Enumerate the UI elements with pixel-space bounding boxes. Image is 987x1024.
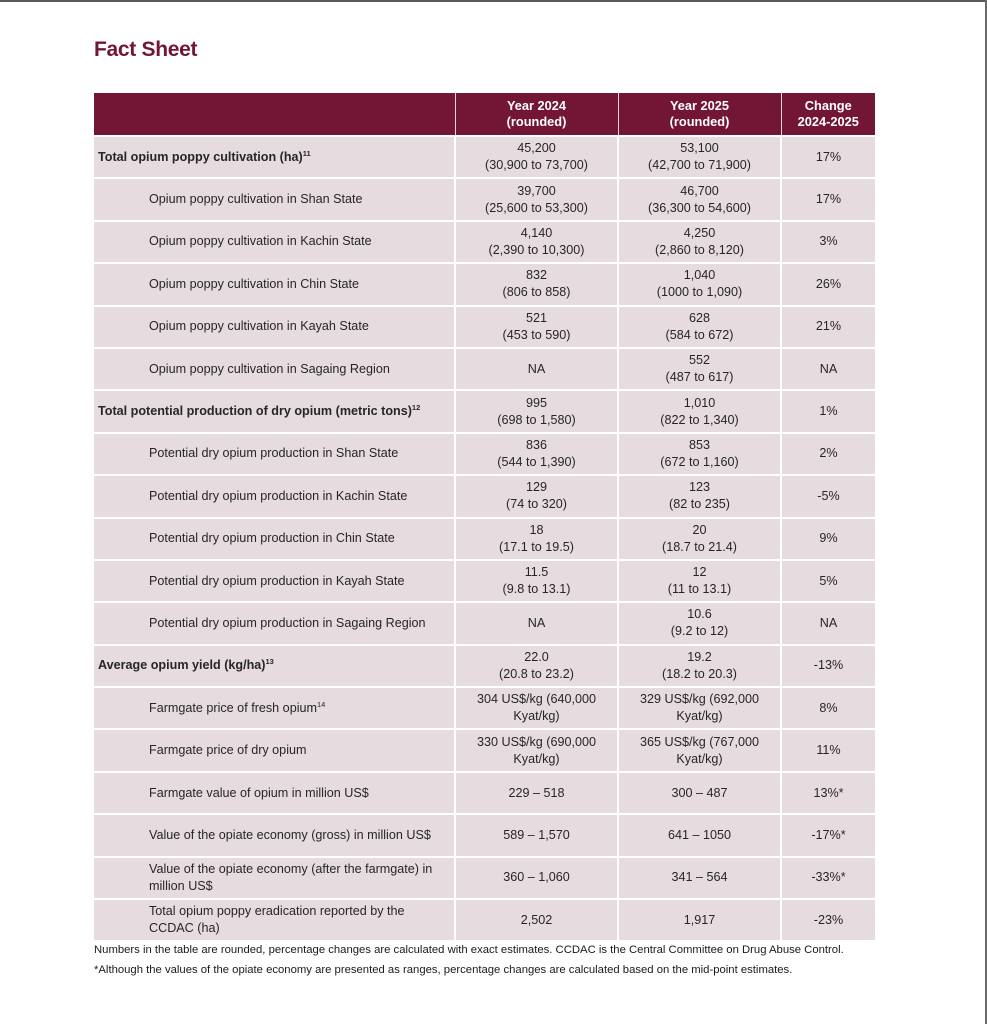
value-2024 (455, 857, 618, 899)
table-row (94, 263, 875, 305)
value-2024 (455, 348, 618, 390)
table-row (94, 560, 875, 602)
change-value: -33%* (781, 857, 875, 899)
value-2025-estimate: 365 US$/kg (767,000 (639, 734, 760, 749)
table-row (94, 772, 875, 814)
row-label-text: Farmgate price of dry opium (149, 743, 307, 758)
value-2025-estimate: 10.6 (687, 607, 712, 622)
row-label (94, 178, 455, 220)
note-midpoint: *Although the values of the opiate economy are presented as ranges, percentage changes are calculated based on the mid-point estimates. (94, 963, 793, 976)
value-2024-range: (806 to 858) (502, 285, 571, 300)
value-2024-range: Kyat/kg) (513, 709, 560, 724)
row-label-text: Potential dry opium production in Shan State (149, 446, 399, 461)
row-label (94, 390, 455, 432)
value-2025-estimate: 1,917 (683, 912, 716, 927)
row-label (94, 518, 455, 560)
table-row (94, 645, 875, 687)
row-label (94, 899, 455, 941)
row-label (94, 814, 455, 856)
row-label-text: Average opium yield (kg/ha) (98, 658, 266, 673)
row-label (94, 602, 455, 644)
row-label (94, 348, 455, 390)
change-value: 17% (781, 136, 875, 178)
value-2024 (455, 687, 618, 729)
value-2025-estimate: 123 (688, 480, 710, 495)
value-2025 (618, 178, 781, 220)
value-2024-estimate: 22.0 (524, 649, 549, 664)
value-2024-estimate: 521 (525, 310, 547, 325)
value-2024-range: (453 to 590) (502, 327, 571, 342)
table-row (94, 518, 875, 560)
change-value: -13% (781, 645, 875, 687)
note-rounding: Numbers in the table are rounded, percentage changes are calculated with exact estimates. CCDAC is the Central Committee on Drug Abuse Control. (94, 944, 844, 956)
value-2025-range: (2,860 to 8,120) (655, 242, 744, 257)
value-2024-range: (74 to 320) (506, 497, 567, 512)
value-2025 (618, 899, 781, 941)
value-2025-range: (82 to 235) (669, 497, 730, 512)
value-2025-range: (487 to 617) (665, 370, 734, 385)
value-2025 (618, 348, 781, 390)
table-row (94, 814, 875, 856)
footnote-ref: 13 (265, 657, 274, 667)
value-2025-estimate: 46,700 (680, 183, 719, 198)
value-2025-estimate: 329 US$/kg (692,000 (639, 692, 760, 707)
table-row (94, 178, 875, 220)
row-label-text: Value of the opiate economy (after the farmgate) in million US$ (149, 861, 433, 893)
value-2025-estimate: 20 (692, 522, 707, 537)
value-2024-range: (9.8 to 13.1) (502, 582, 571, 597)
value-2024-range: (20.8 to 23.2) (499, 666, 574, 681)
table-row (94, 729, 875, 771)
change-value: 21% (781, 306, 875, 348)
row-label-text: Potential dry opium production in Sagaing Region (149, 615, 426, 630)
page-top-border (0, 0, 987, 2)
change-value: 17% (781, 178, 875, 220)
footnote-ref: 12 (411, 403, 421, 413)
value-2025-range: (822 to 1,340) (660, 412, 739, 427)
value-2024-range: (17.1 to 19.5) (499, 539, 574, 554)
header-year-2024-note: (rounded) (506, 114, 567, 129)
value-2024-estimate: 330 US$/kg (690,000 (476, 734, 597, 749)
value-2025 (618, 263, 781, 305)
value-2024 (455, 433, 618, 475)
table-row (94, 136, 875, 178)
table-row (94, 306, 875, 348)
value-2024-estimate: 129 (525, 480, 547, 495)
value-2025 (618, 772, 781, 814)
value-2025 (618, 221, 781, 263)
value-2025 (618, 729, 781, 771)
value-2024-range: (25,600 to 53,300) (485, 200, 588, 215)
value-2024-estimate: 304 US$/kg (640,000 (476, 692, 597, 707)
value-2025-range: (18.2 to 20.3) (662, 666, 737, 681)
value-2024 (455, 518, 618, 560)
value-2025 (618, 518, 781, 560)
value-2025-estimate: 1,040 (683, 268, 716, 283)
value-2025-range: (9.2 to 12) (670, 624, 729, 639)
change-value: 13%* (781, 772, 875, 814)
row-label-text: Opium poppy cultivation in Shan State (149, 192, 363, 207)
row-label (94, 136, 455, 178)
value-2025 (618, 602, 781, 644)
value-2024-estimate: 18 (529, 522, 544, 537)
row-label-text: Potential dry opium production in Kachin State (149, 488, 408, 503)
value-2025-estimate: 641 – 1050 (667, 827, 732, 842)
value-2025 (618, 857, 781, 899)
row-label-text: Farmgate value of opium in million US$ (149, 785, 369, 800)
value-2025-range: (36,300 to 54,600) (648, 200, 751, 215)
value-2025-range: (18.7 to 21.4) (662, 539, 737, 554)
value-2025-estimate: 1,010 (683, 395, 716, 410)
value-2024-estimate: NA (527, 615, 546, 630)
footnote-ref: 14 (317, 699, 326, 709)
table-row (94, 221, 875, 263)
table-row (94, 899, 875, 941)
row-label (94, 263, 455, 305)
row-label (94, 772, 455, 814)
value-2025-range: (672 to 1,160) (660, 454, 739, 469)
row-label-text: Total opium poppy cultivation (ha) (98, 149, 303, 164)
row-label (94, 645, 455, 687)
value-2025-estimate: 12 (692, 565, 707, 580)
change-value: 2% (781, 433, 875, 475)
value-2024 (455, 560, 618, 602)
row-label-text: Opium poppy cultivation in Sagaing Region (149, 361, 390, 376)
header-year-2025-note: (rounded) (669, 114, 730, 129)
row-label-text: Opium poppy cultivation in Chin State (149, 276, 360, 291)
table-row (94, 602, 875, 644)
row-label-text: Potential dry opium production in Kayah State (149, 573, 405, 588)
value-2024-estimate: 45,200 (517, 141, 556, 156)
table-row (94, 857, 875, 899)
change-value: -17%* (781, 814, 875, 856)
value-2025 (618, 687, 781, 729)
change-value: 8% (781, 687, 875, 729)
value-2025-estimate: 341 – 564 (671, 870, 728, 885)
row-label (94, 475, 455, 517)
row-label-text: Potential dry opium production in Chin State (149, 531, 395, 546)
row-label (94, 687, 455, 729)
fact-sheet-table (94, 93, 875, 942)
row-label-text: Total potential production of dry opium (metric tons) (98, 404, 412, 419)
row-label (94, 729, 455, 771)
value-2025-estimate: 853 (688, 437, 710, 452)
value-2024-range: Kyat/kg) (513, 751, 560, 766)
row-label (94, 221, 455, 263)
value-2024 (455, 899, 618, 941)
value-2025-range: (11 to 13.1) (667, 582, 732, 597)
change-value: 5% (781, 560, 875, 602)
value-2024 (455, 772, 618, 814)
value-2024-estimate: 4,140 (520, 225, 553, 240)
value-2024-range: (698 to 1,580) (497, 412, 576, 427)
value-2025-range: Kyat/kg) (676, 709, 723, 724)
value-2025-estimate: 4,250 (683, 225, 716, 240)
table-row (94, 348, 875, 390)
row-label-text: Value of the opiate economy (gross) in million US$ (149, 827, 431, 842)
value-2024 (455, 475, 618, 517)
table-body (94, 136, 875, 941)
change-value: NA (781, 348, 875, 390)
row-label (94, 433, 455, 475)
value-2025 (618, 390, 781, 432)
value-2024-estimate: 11.5 (524, 565, 549, 580)
change-value: 3% (781, 221, 875, 263)
value-2024 (455, 729, 618, 771)
value-2024-estimate: 229 – 518 (508, 785, 565, 800)
value-2024 (455, 645, 618, 687)
value-2024-range: (30,900 to 73,700) (485, 158, 588, 173)
value-2025 (618, 560, 781, 602)
value-2024 (455, 602, 618, 644)
value-2024 (455, 221, 618, 263)
value-2024-range: (544 to 1,390) (497, 454, 576, 469)
change-value: 11% (781, 729, 875, 771)
value-2024 (455, 263, 618, 305)
value-2024 (455, 390, 618, 432)
header-year-2025-title: Year 2025 (669, 98, 730, 113)
header-year-2025 (618, 93, 781, 136)
value-2024-range: (2,390 to 10,300) (488, 242, 585, 257)
page-title: Fact Sheet (94, 38, 198, 61)
table-row (94, 475, 875, 517)
change-value: NA (781, 602, 875, 644)
header-indicator (94, 93, 455, 136)
row-label-text: Opium poppy cultivation in Kayah State (149, 319, 369, 334)
value-2024-estimate: 360 – 1,060 (503, 870, 570, 885)
footnote-ref: 11 (302, 148, 311, 158)
change-value: -23% (781, 899, 875, 941)
value-2024 (455, 306, 618, 348)
value-2025 (618, 475, 781, 517)
table-row (94, 687, 875, 729)
row-label-text: Total opium poppy eradication reported by the CCDAC (ha) (149, 904, 405, 936)
change-value: -5% (781, 475, 875, 517)
value-2025 (618, 136, 781, 178)
value-2025-estimate: 300 – 487 (671, 785, 728, 800)
row-label (94, 306, 455, 348)
change-value: 1% (781, 390, 875, 432)
value-2025 (618, 645, 781, 687)
value-2024 (455, 136, 618, 178)
header-change (781, 93, 875, 136)
value-2024-estimate: 589 – 1,570 (503, 827, 570, 842)
value-2025-estimate: 53,100 (680, 141, 719, 156)
header-year-2024 (455, 93, 618, 136)
header-year-2024-title: Year 2024 (506, 98, 567, 113)
value-2025-range: (584 to 672) (665, 327, 734, 342)
row-label-text: Farmgate price of fresh opium (149, 700, 317, 715)
value-2025-range: Kyat/kg) (676, 751, 723, 766)
row-label (94, 857, 455, 899)
change-value: 9% (781, 518, 875, 560)
table-row (94, 390, 875, 432)
table-header-row (94, 93, 875, 136)
row-label-text: Opium poppy cultivation in Kachin State (149, 234, 372, 249)
value-2024 (455, 814, 618, 856)
row-label (94, 560, 455, 602)
value-2024-estimate: 2,502 (520, 912, 553, 927)
value-2024-estimate: 832 (525, 268, 547, 283)
header-change-title: Change (804, 98, 852, 113)
value-2025 (618, 433, 781, 475)
value-2025 (618, 306, 781, 348)
value-2025-range: (42,700 to 71,900) (648, 158, 751, 173)
table-row (94, 433, 875, 475)
header-change-period: 2024-2025 (797, 114, 859, 129)
value-2024-estimate: NA (527, 361, 546, 376)
value-2024 (455, 178, 618, 220)
change-value: 26% (781, 263, 875, 305)
value-2025-estimate: 19.2 (687, 649, 712, 664)
value-2024-estimate: 995 (525, 395, 547, 410)
value-2025-estimate: 628 (688, 310, 710, 325)
value-2025 (618, 814, 781, 856)
value-2025-range: (1000 to 1,090) (656, 285, 743, 300)
value-2025-estimate: 552 (688, 353, 710, 368)
value-2024-estimate: 836 (525, 437, 547, 452)
table-notes (94, 941, 875, 979)
value-2024-estimate: 39,700 (517, 183, 556, 198)
